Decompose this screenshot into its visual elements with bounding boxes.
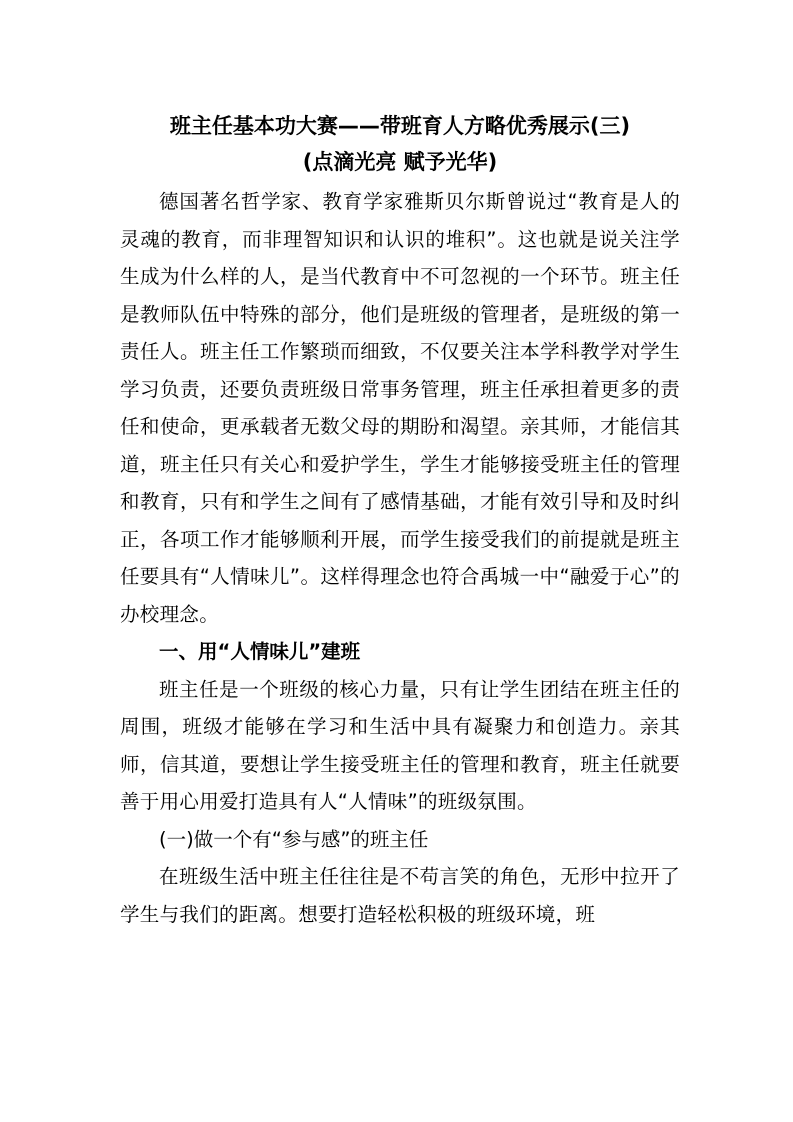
section-1-heading: 一、用“人情味儿”建班 xyxy=(159,640,361,663)
subsection-1-heading: (一)做一个有“参与感”的班主任 xyxy=(159,827,429,851)
section-1-paragraph: 班主任是一个班级的核心力量，只有让学生团结在班主任的周围，班级才能够在学习和生活中具有凝聚力和创造力。亲其师，信其道，要想让学生接受班主任的管理和教育，班主任就要善于用心用爱打造具有人“人情味”的班级氛围。 xyxy=(120,677,680,813)
subsection-1-paragraph: 在班级生活中班主任往往是不苟言笑的角色，无形中拉开了学生与我们的距离。想要打造轻松积极的班级环境，班 xyxy=(120,865,680,926)
document-subtitle: (点滴光亮 赋予光华) xyxy=(302,150,498,174)
document-page xyxy=(120,108,680,933)
intro-paragraph: 德国著名哲学家、教育学家雅斯贝尔斯曾说过“教育是人的灵魂的教育，而非理智知识和认识的堆积”。这也就是说关注学生成为什么样的人，是当代教育中不可忽视的一个环节。班主任是教师队伍中特殊的部分，他们是班级的管理者，是班级的第一责任人。班主任工作繁琐而细致，不仅要关注本学科教学对学生学习负责，还要负责班级日常事务管理，班主任承担着更多的责任和使命，更承载者无数父母的期盼和渴望。亲其师，才能信其道，班主任只有关心和爱护学生，学生才能够接受班主任的管理和教育，只有和学生之间有了感情基础，才能有效引导和及时纠正，各项工作才能够顺利开展，而学生接受我们的前提就是班主任要具有“人情味儿”。这样得理念也符合禹城一中“融爱于心”的办校理念。 xyxy=(120,190,680,626)
document-title: 班主任基本功大赛——带班育人方略优秀展示(三) xyxy=(169,114,631,138)
